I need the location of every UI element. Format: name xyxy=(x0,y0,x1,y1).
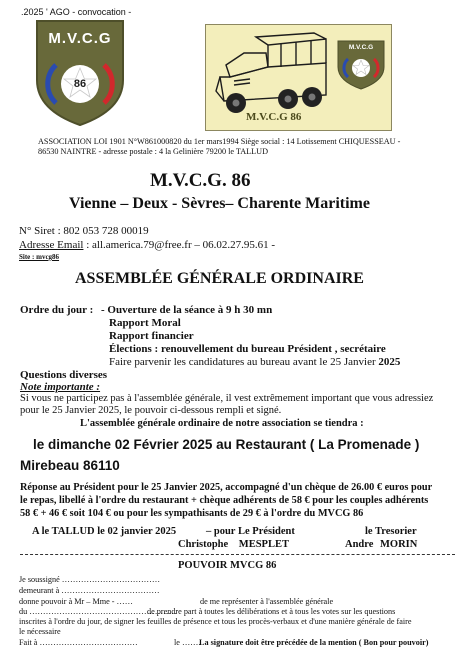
note-label: Note importante : xyxy=(20,381,101,393)
ag-heading: ASSEMBLÉE GÉNÉRALE ORDINAIRE xyxy=(75,270,364,287)
president-title: Le Président xyxy=(238,526,295,537)
note-line-2: pour le 25 Janvier 2025, le pouvoir ci-dessous rempli et signé. xyxy=(20,405,282,416)
pouvoir-line-4b: de prendre part à toutes les délibérations et à tous les votes sur les questions xyxy=(147,607,396,616)
reply-line-1: Réponse au Président pour le 25 Janvier 2025, accompagné d'un chèque de 26.00 € euros pour xyxy=(20,482,433,493)
signature-mention: La signature doit être précédée de la mention ( Bon pour pouvoir) xyxy=(199,638,429,647)
note-line-1: Si vous ne participez pas à l'assemblée générale, il vest extrêmement important que vous adressiez xyxy=(20,393,434,404)
pouvoir-line-6: le nécessaire xyxy=(19,627,61,636)
candidatures-year: 2025 xyxy=(378,356,401,368)
pouvoir-line-2[interactable]: demeurant à ……………………………… xyxy=(19,586,160,595)
truck-badge-text: M.V.C.G xyxy=(348,44,374,51)
pouvoir-line-3a[interactable]: donne pouvoir à Mr – Mme - …… xyxy=(19,597,133,606)
candidatures-text: Faire parvenir les candidatures au bureau avant le 25 Janvier xyxy=(109,356,379,368)
email-label: Adresse Email xyxy=(19,239,84,251)
treasurer-title: le Tresorier xyxy=(365,526,417,537)
site-line: Site : mvcg86 xyxy=(19,253,60,261)
meeting-place: Mirebeau 86110 xyxy=(20,458,120,473)
convocation-label: .2025 ' AGO - convocation - xyxy=(21,7,132,17)
pouvoir-line-5: inscrites à l'ordre du jour, de signer les feuilles de présence et tous les procès-verbaux et d'une manière générale de faire xyxy=(19,617,412,626)
pouvoir-line-1[interactable]: Je soussigné ……………………………… xyxy=(19,575,161,584)
pouvoir-line-7b[interactable]: le ……. xyxy=(174,638,201,647)
org-title: M.V.C.G. 86 xyxy=(150,170,251,191)
email-value[interactable]: : all.america.79@free.fr – 06.02.27.95.61 - xyxy=(83,239,276,251)
pouvoir-title: POUVOIR MVCG 86 xyxy=(178,560,277,571)
reply-line-2: le repas, libellé à l'ordre du restaurant + chèque adhérents de 58 € pour les couples adhérents xyxy=(20,495,429,506)
separator-line xyxy=(20,554,455,555)
shield-title: M.V.C.G xyxy=(48,30,112,47)
reply-line-3: 58 € + 46 € soit 104 € ou pour les sympathisants de 29 € à l'ordre du MVCG 86 xyxy=(20,508,364,519)
ordre-item-5 xyxy=(109,356,400,368)
pouvoir-line-4a[interactable]: du ……………………………………………… xyxy=(19,607,177,616)
ordre-item-1: - Ouverture de la séance à 9 h 30 mn xyxy=(101,304,273,316)
org-subtitle: Vienne – Deux - Sèvres– Charente Maritime xyxy=(69,195,370,212)
truck-illustration xyxy=(205,24,392,131)
pouvoir-line-7a[interactable]: Fait à ……………………………… xyxy=(19,638,138,647)
president-name: Christophe MESPLET xyxy=(178,539,289,550)
association-line-1: ASSOCIATION LOI 1901 N°W861000820 du 1er mars1994 Siège social : 14 Lotissement CHIQUESSEAU - xyxy=(38,137,401,146)
association-line-2: 86530 NAINTRE - adresse postale : 4 la Gelinière 79200 le TALLUD xyxy=(38,147,268,156)
siret-line: N° Siret : 802 053 728 00019 xyxy=(19,225,149,237)
signature-pour: – pour xyxy=(206,526,236,537)
treasurer-name: Andre MORIN xyxy=(345,539,418,550)
mvcg-shield-logo xyxy=(34,18,126,128)
shield-number: 86 xyxy=(73,78,87,90)
truck-caption: M.V.C.G 86 xyxy=(246,111,302,123)
pouvoir-line-3b: de me représenter à l'assemblée générale xyxy=(200,597,334,606)
signature-place-date: A le TALLUD le 02 janvier 2025 xyxy=(32,526,177,537)
ordre-item-3: Rapport financier xyxy=(109,330,194,342)
ordre-label: Ordre du jour : xyxy=(20,304,94,316)
ordre-item-4: Élections : renouvellement du bureau Président , secrétaire xyxy=(109,343,386,355)
ordre-item-2: Rapport Moral xyxy=(109,317,181,329)
questions-diverses: Questions diverses xyxy=(20,369,108,381)
ag-announcement: L'assemblée générale ordinaire de notre association se tiendra : xyxy=(80,418,364,429)
email-line xyxy=(19,239,275,251)
meeting-date: le dimanche 02 Février 2025 au Restaurant ( La Promenade ) xyxy=(33,437,420,452)
